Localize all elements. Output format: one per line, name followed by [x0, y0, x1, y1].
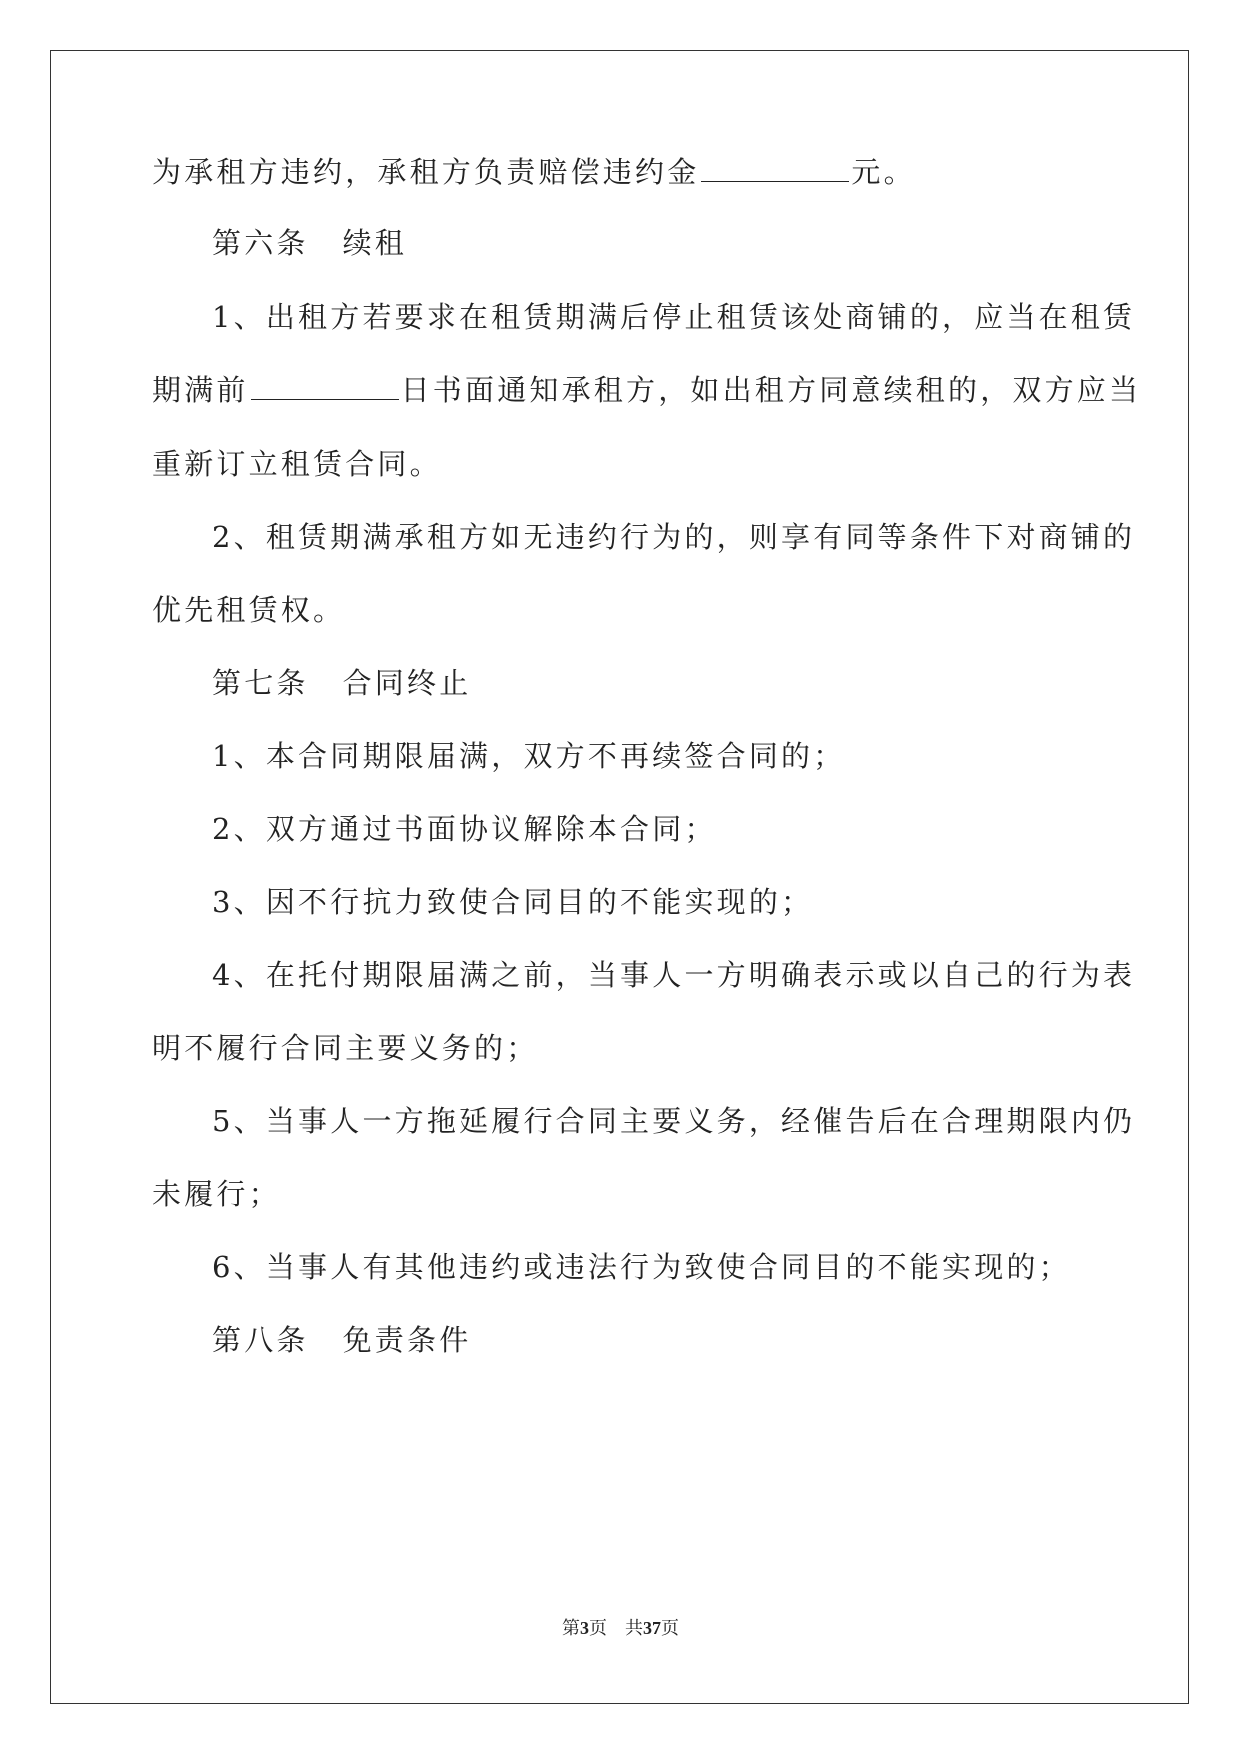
paragraph-line: 2、租赁期满承租方如无违约行为的，则享有同等条件下对商铺的: [212, 520, 1136, 554]
article-8-heading: [212, 1320, 1152, 1360]
paragraph-line: 2、双方通过书面协议解除本合同；: [212, 812, 717, 846]
text-segment: 为承租方违约，承租方负责赔偿违约金: [152, 155, 700, 189]
paragraph-line: 1、出租方若要求在租赁期满后停止租赁该处商铺的，应当在租赁: [212, 300, 1136, 334]
paragraph-line: 4、在托付期限届满之前，当事人一方明确表示或以自己的行为表: [212, 958, 1136, 992]
text-segment: 期满前: [152, 373, 249, 407]
article-title: 合同终止: [342, 666, 472, 700]
total-page-number: 37: [643, 1618, 661, 1638]
text-segment: 元。: [851, 155, 916, 189]
paragraph-line: 未履行；: [152, 1177, 281, 1211]
article-7-heading: [212, 663, 1152, 703]
paragraph-line: 6、当事人有其他违约或违法行为致使合同目的不能实现的；: [212, 1250, 1071, 1284]
paragraph-line: 重新订立租赁合同。: [152, 447, 442, 481]
paragraph-line: 5、当事人一方拖延履行合同主要义务，经催告后在合理期限内仍: [212, 1104, 1136, 1138]
paragraph-line: [152, 370, 1142, 410]
current-page-number: 3: [580, 1618, 589, 1638]
article-title: 续租: [342, 226, 408, 260]
article-6-heading: [212, 223, 1152, 263]
paragraph-line: 优先租赁权。: [152, 593, 346, 627]
paragraph-line: 1、本合同期限届满，双方不再续签合同的；: [212, 739, 846, 773]
article-number: 第八条: [212, 1323, 309, 1357]
page-footer: [0, 1614, 1241, 1640]
article-number: 第七条: [212, 666, 309, 700]
text-segment: 日书面通知承租方，如出租方同意续租的，双方应当: [400, 373, 1142, 407]
paragraph-line: [152, 152, 1092, 192]
paragraph-line: 3、因不行抗力致使合同目的不能实现的；: [212, 885, 814, 919]
blank-underline: [701, 155, 849, 182]
article-number: 第六条: [212, 226, 309, 260]
footer-text: 页: [661, 1618, 679, 1638]
footer-text: 共: [625, 1618, 643, 1638]
article-title: 免责条件: [342, 1323, 472, 1357]
footer-text: 页: [589, 1618, 607, 1638]
footer-text: 第: [562, 1618, 580, 1638]
paragraph-line: 明不履行合同主要义务的；: [152, 1031, 539, 1065]
blank-underline: [251, 373, 399, 400]
